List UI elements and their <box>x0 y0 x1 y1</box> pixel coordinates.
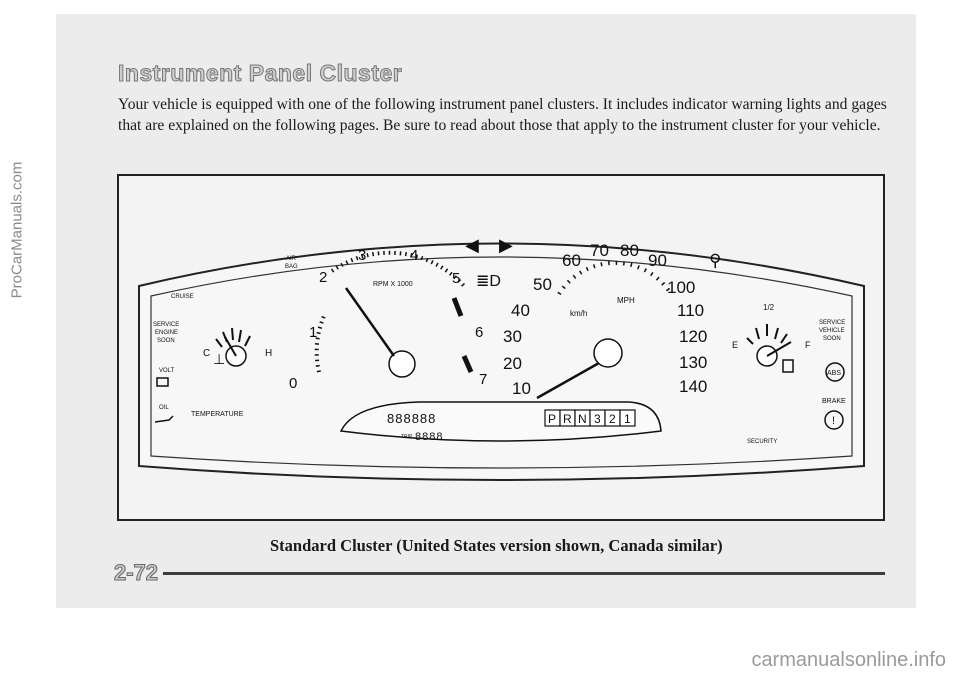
side-watermark: ProCarManuals.com <box>8 161 26 299</box>
figure-caption: Standard Cluster (United States version shown, Canada similar) <box>270 536 723 555</box>
tach-tick-4: 4 <box>410 247 419 264</box>
high-beam-icon: ≣D <box>476 273 501 290</box>
footer-rule <box>163 572 885 575</box>
coolant-icon: ⊥ <box>213 351 226 367</box>
volt-label: VOLT <box>159 368 175 374</box>
mph-label: MPH <box>617 296 635 305</box>
temp-hot-label: H <box>265 348 273 359</box>
speedo-tick-20: 20 <box>503 354 522 373</box>
speedo-tick-60: 60 <box>562 251 581 270</box>
tach-tick-1: 1 <box>309 324 318 341</box>
brake-icon-mark: ! <box>832 415 836 427</box>
temp-cold-label: C <box>203 348 211 359</box>
gear-n: N <box>578 412 587 426</box>
tach-tick-2: 2 <box>319 269 328 286</box>
tach-label: RPM X 1000 <box>373 281 413 288</box>
trip-display: 8888 <box>415 431 444 443</box>
gear-p: P <box>548 412 557 426</box>
intro-paragraph: Your vehicle is equipped with one of the following instrument panel clusters. It includes indicator warning lights and gages that are explained on the following pages. Be sure to read about those that apply to the instrument cluster for your vehicle. <box>118 96 887 134</box>
tach-tick-7: 7 <box>479 371 488 388</box>
service-engine-label-3: SOON <box>157 338 175 344</box>
tach-tick-5: 5 <box>452 270 461 287</box>
brake-label: BRAKE <box>822 398 846 405</box>
kmh-label: km/h <box>570 309 588 318</box>
gear-r: R <box>563 412 572 426</box>
seatbelt-icon: ⚲ <box>709 251 722 270</box>
odometer-display: 888888 <box>387 411 437 426</box>
gear-3: 3 <box>594 412 601 426</box>
airbag-label-1: AIR <box>286 256 297 262</box>
speedo-tick-130: 130 <box>679 353 708 372</box>
security-label: SECURITY <box>747 439 778 445</box>
speedo-tick-10: 10 <box>512 379 531 398</box>
footer-watermark: carmanualsonline.info <box>751 649 946 671</box>
fuel-empty-label: E <box>732 340 739 350</box>
speedo-tick-40: 40 <box>511 301 530 320</box>
gear-2: 2 <box>609 412 616 426</box>
abs-label: ABS <box>827 370 842 377</box>
gear-indicator <box>545 410 635 426</box>
temperature-label: TEMPERATURE <box>191 411 244 418</box>
right-turn-arrow-icon: ▶ <box>499 235 513 255</box>
service-engine-label-2: ENGINE <box>155 330 179 336</box>
fuel-half-label: 1/2 <box>763 303 775 312</box>
tach-tick-0: 0 <box>289 375 298 392</box>
speedo-tick-120: 120 <box>679 327 708 346</box>
speedo-tick-140: 140 <box>679 377 708 396</box>
oil-label: OIL <box>159 405 169 411</box>
speedo-tick-90: 90 <box>648 251 667 270</box>
service-vehicle-label-3: SOON <box>823 336 841 342</box>
fuel-full-label: F <box>805 340 811 350</box>
gear-1: 1 <box>624 412 631 426</box>
service-engine-label-1: SERVICE <box>153 322 180 328</box>
speedo-tick-110: 110 <box>677 301 705 320</box>
service-vehicle-label-1: SERVICE <box>819 320 846 326</box>
speedo-tick-50: 50 <box>533 275 552 294</box>
left-turn-arrow-icon: ◀ <box>465 235 479 255</box>
cluster-illustration <box>119 176 883 519</box>
speedo-tick-80: 80 <box>620 241 639 260</box>
airbag-label-2: BAG <box>285 264 298 270</box>
speedo-tick-100: 100 <box>667 278 696 297</box>
cluster-figure <box>117 174 885 521</box>
tach-tick-3: 3 <box>358 247 367 264</box>
speedo-tick-70: 70 <box>590 241 609 260</box>
page-number: 2-72 <box>114 560 159 585</box>
trip-label: TRIP <box>401 434 413 440</box>
section-heading: Instrument Panel Cluster <box>118 60 403 86</box>
cruise-label: CRUISE <box>171 294 194 300</box>
speedo-tick-30: 30 <box>503 327 522 346</box>
tach-tick-6: 6 <box>475 324 484 341</box>
service-vehicle-label-2: VEHICLE <box>819 328 845 334</box>
